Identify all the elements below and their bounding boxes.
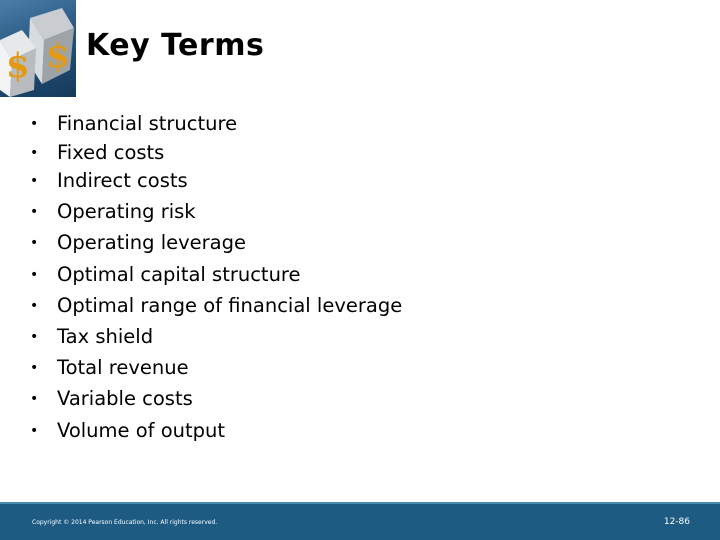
term-text: Total revenue [57,356,189,379]
bullet-icon: • [30,391,39,407]
slide-title: Key Terms [86,28,265,63]
bullet-icon: • [30,329,39,345]
term-text: Financial structure [57,112,238,135]
term-text: Variable costs [57,387,193,410]
dollar-dice-logo [0,0,76,97]
bullet-icon: • [30,145,39,161]
term-text: Fixed costs [57,141,165,164]
term-text: Operating leverage [57,231,246,254]
bullet-icon: • [30,298,39,314]
footer-bar [0,502,720,540]
bullet-icon: • [30,360,39,376]
bullet-icon: • [30,423,39,439]
term-text: Optimal capital structure [57,263,301,286]
term-text: Volume of output [57,419,226,442]
bullet-icon: • [30,116,39,132]
term-text: Indirect costs [57,169,188,192]
copyright-notice: Copyright © 2014 Pearson Education, Inc. All rights reserved. [32,519,218,526]
term-text: Operating risk [57,200,196,223]
bullet-icon: • [30,204,39,220]
dollar-sign-front: $ [6,46,30,86]
bullet-icon: • [30,173,39,189]
slide-number: 12-86 [663,517,690,527]
dollar-sign-back: $ [46,36,70,76]
term-text: Tax shield [57,325,154,348]
term-text: Optimal range of financial leverage [57,294,403,317]
bullet-icon: • [30,235,39,251]
bullet-icon: • [30,267,39,283]
